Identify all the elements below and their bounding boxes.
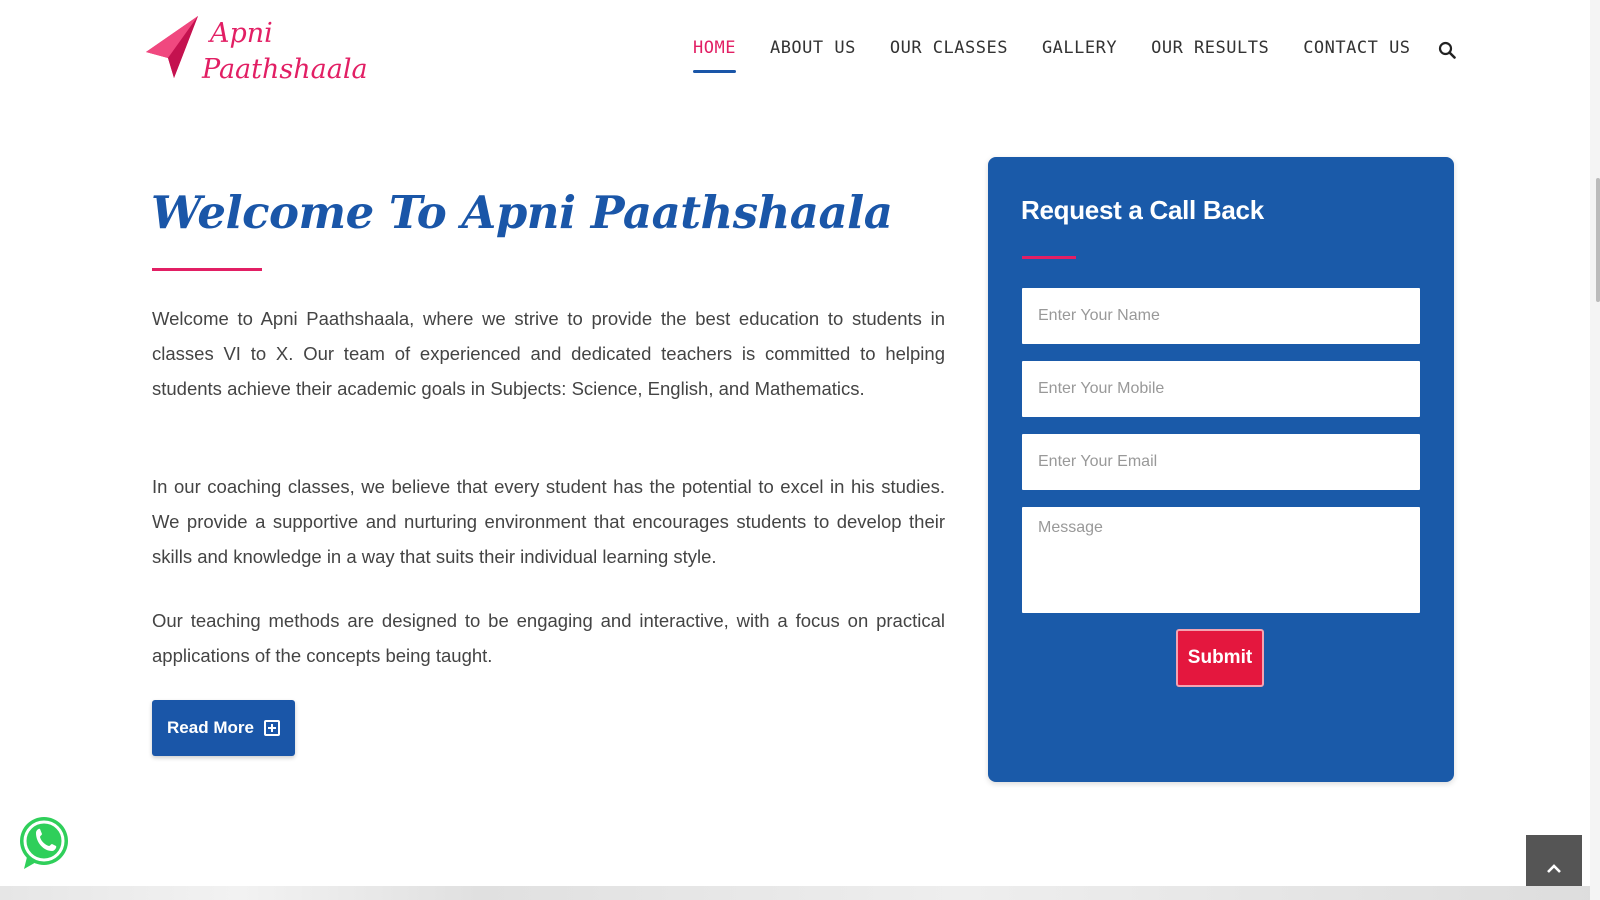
paper-plane-icon <box>144 14 200 80</box>
mobile-input[interactable] <box>1022 361 1420 417</box>
search-icon[interactable] <box>1438 41 1456 59</box>
welcome-paragraph-1: Welcome to Apni Paathshaala, where we strive to provide the best education to students in classes VI to X. Our team of experienced and dedicated teachers is committed to helping students achieve their academic goals in Subjects: Science, English, and Mathematics. <box>152 308 945 399</box>
nav-item-our-classes[interactable]: OUR CLASSES <box>889 38 1008 58</box>
scrollbar-track[interactable] <box>1590 0 1600 900</box>
name-input[interactable] <box>1022 288 1420 344</box>
submit-button[interactable]: Submit <box>1176 629 1264 687</box>
brand-line-1: Apni <box>210 18 273 49</box>
welcome-title: Welcome To Apni Paathshaala <box>151 186 893 239</box>
whatsapp-icon[interactable] <box>18 813 70 873</box>
nav-item-our-results[interactable]: OUR RESULTS <box>1151 38 1270 58</box>
message-textarea[interactable] <box>1022 507 1420 613</box>
welcome-paragraph-3: Our teaching methods are designed to be engaging and interactive, with a focus on practical applications of the concepts being taught. <box>152 610 945 666</box>
nav-item-contact-us[interactable]: CONTACT US <box>1303 38 1411 58</box>
callback-title-underline <box>1022 256 1076 259</box>
read-more-label: Read More <box>167 718 254 737</box>
scrollbar-thumb[interactable] <box>1596 178 1600 302</box>
brand-name <box>202 16 368 88</box>
title-underline <box>152 268 262 271</box>
callback-form-card <box>988 157 1454 782</box>
nav-item-home[interactable]: HOME <box>693 38 736 58</box>
read-more-button[interactable] <box>152 700 295 756</box>
welcome-paragraph-2: In our coaching classes, we believe that every student has the potential to excel in his studies. We provide a supportive and nurturing environment that encourages students to develop their skills and knowledge in a way that suits their individual learning style. <box>152 476 945 567</box>
bottom-image-strip <box>0 886 1600 900</box>
main-nav <box>693 38 1445 58</box>
callback-form-title: Request a Call Back <box>1021 195 1264 225</box>
nav-item-about-us[interactable]: ABOUT US <box>769 38 856 58</box>
chevron-up-icon <box>1545 862 1563 874</box>
brand-line-2: Paathshaala <box>202 54 368 85</box>
email-input[interactable] <box>1022 434 1420 490</box>
nav-item-gallery[interactable]: GALLERY <box>1041 38 1118 58</box>
site-logo[interactable] <box>144 14 368 88</box>
plus-box-icon <box>264 720 280 736</box>
